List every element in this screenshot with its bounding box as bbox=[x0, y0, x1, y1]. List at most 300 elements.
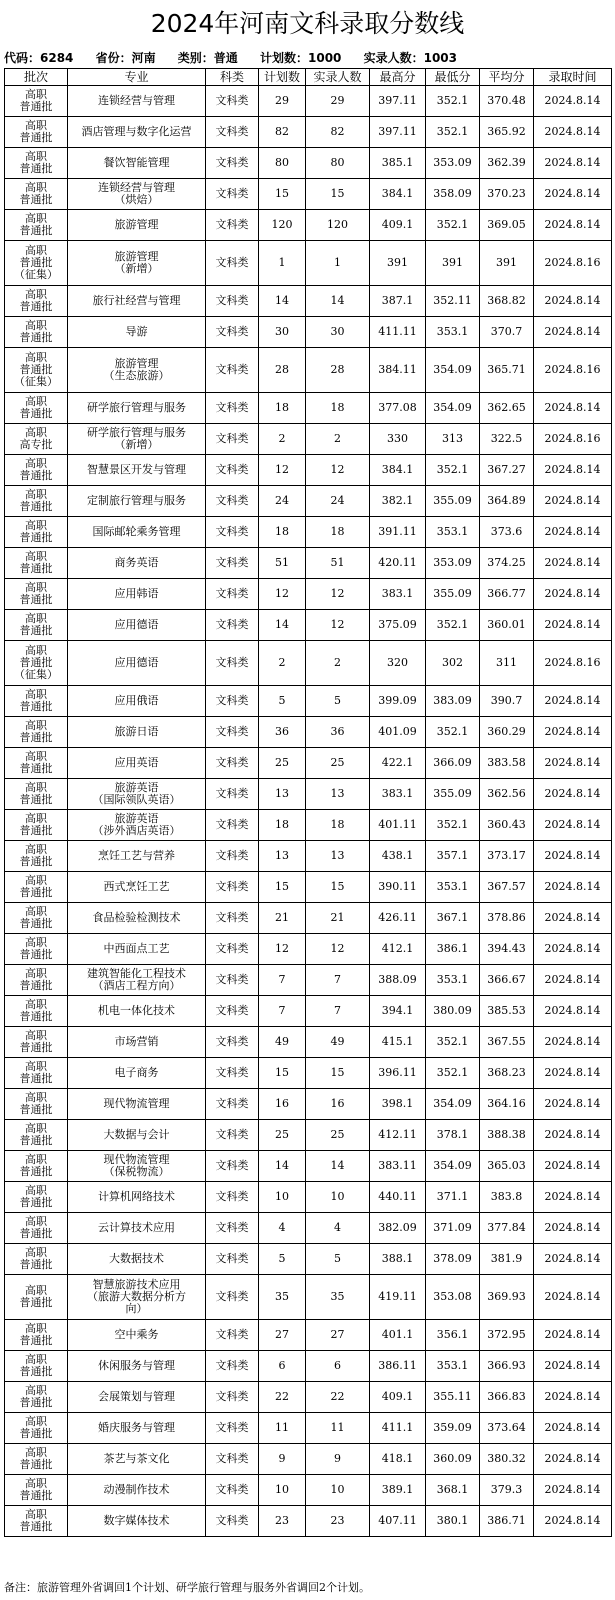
cell-min: 352.1 bbox=[426, 717, 480, 748]
cell-batch: 高职 普通批 bbox=[5, 996, 68, 1027]
cell-actual: 12 bbox=[306, 455, 370, 486]
cell-min: 352.1 bbox=[426, 455, 480, 486]
cell-actual: 24 bbox=[306, 486, 370, 517]
cell-plan: 36 bbox=[259, 717, 306, 748]
cell-min: 352.1 bbox=[426, 86, 480, 117]
table-row bbox=[5, 317, 612, 348]
cell-avg: 388.38 bbox=[480, 1120, 534, 1151]
cell-min: 353.09 bbox=[426, 548, 480, 579]
cell-plan: 12 bbox=[259, 934, 306, 965]
cell-max: 418.1 bbox=[370, 1444, 426, 1475]
cell-major: 旅游日语 bbox=[68, 717, 206, 748]
cell-min: 352.11 bbox=[426, 286, 480, 317]
cell-type: 文科类 bbox=[206, 841, 259, 872]
cell-min: 371.09 bbox=[426, 1213, 480, 1244]
cell-plan: 80 bbox=[259, 148, 306, 179]
cell-major: 旅游管理 （生态旅游） bbox=[68, 348, 206, 393]
cell-date: 2024.8.14 bbox=[534, 1275, 612, 1320]
cell-avg: 366.77 bbox=[480, 579, 534, 610]
cell-type: 文科类 bbox=[206, 996, 259, 1027]
cell-date: 2024.8.14 bbox=[534, 86, 612, 117]
table-row bbox=[5, 86, 612, 117]
cell-actual: 23 bbox=[306, 1506, 370, 1537]
cell-avg: 366.83 bbox=[480, 1382, 534, 1413]
cell-avg: 373.64 bbox=[480, 1413, 534, 1444]
cell-date: 2024.8.14 bbox=[534, 1320, 612, 1351]
cell-date: 2024.8.14 bbox=[534, 1182, 612, 1213]
cell-type: 文科类 bbox=[206, 748, 259, 779]
cell-type: 文科类 bbox=[206, 286, 259, 317]
cell-max: 419.11 bbox=[370, 1275, 426, 1320]
cell-actual: 21 bbox=[306, 903, 370, 934]
cell-type: 文科类 bbox=[206, 1320, 259, 1351]
cell-type: 文科类 bbox=[206, 148, 259, 179]
cell-max: 398.1 bbox=[370, 1089, 426, 1120]
cell-actual: 10 bbox=[306, 1182, 370, 1213]
header-plan: 计划数 bbox=[259, 69, 306, 86]
cell-max: 438.1 bbox=[370, 841, 426, 872]
cell-date: 2024.8.14 bbox=[534, 779, 612, 810]
cell-avg: 367.57 bbox=[480, 872, 534, 903]
cell-avg: 394.43 bbox=[480, 934, 534, 965]
cell-major: 国际邮轮乘务管理 bbox=[68, 517, 206, 548]
cell-actual: 9 bbox=[306, 1444, 370, 1475]
cell-actual: 120 bbox=[306, 210, 370, 241]
cell-avg: 360.29 bbox=[480, 717, 534, 748]
cell-avg: 367.55 bbox=[480, 1027, 534, 1058]
cell-actual: 13 bbox=[306, 841, 370, 872]
table-row bbox=[5, 1351, 612, 1382]
table-row bbox=[5, 210, 612, 241]
cell-actual: 13 bbox=[306, 779, 370, 810]
cell-batch: 高职 普通批 bbox=[5, 1027, 68, 1058]
cell-major: 旅行社经营与管理 bbox=[68, 286, 206, 317]
cell-actual: 27 bbox=[306, 1320, 370, 1351]
cell-max: 426.11 bbox=[370, 903, 426, 934]
table-row bbox=[5, 517, 612, 548]
cell-max: 330 bbox=[370, 424, 426, 455]
cell-actual: 36 bbox=[306, 717, 370, 748]
cell-date: 2024.8.14 bbox=[534, 1413, 612, 1444]
table-row bbox=[5, 117, 612, 148]
cell-date: 2024.8.14 bbox=[534, 1027, 612, 1058]
cell-major: 云计算技术应用 bbox=[68, 1213, 206, 1244]
cell-date: 2024.8.14 bbox=[534, 148, 612, 179]
cell-actual: 28 bbox=[306, 348, 370, 393]
cell-avg: 374.25 bbox=[480, 548, 534, 579]
cell-min: 359.09 bbox=[426, 1413, 480, 1444]
cell-date: 2024.8.14 bbox=[534, 934, 612, 965]
cell-major: 会展策划与管理 bbox=[68, 1382, 206, 1413]
cell-actual: 14 bbox=[306, 286, 370, 317]
cell-plan: 30 bbox=[259, 317, 306, 348]
cell-date: 2024.8.14 bbox=[534, 965, 612, 996]
cell-type: 文科类 bbox=[206, 872, 259, 903]
cell-avg: 372.95 bbox=[480, 1320, 534, 1351]
cell-type: 文科类 bbox=[206, 455, 259, 486]
cell-type: 文科类 bbox=[206, 1475, 259, 1506]
cell-min: 354.09 bbox=[426, 393, 480, 424]
cell-plan: 16 bbox=[259, 1089, 306, 1120]
cell-max: 388.1 bbox=[370, 1244, 426, 1275]
table-row bbox=[5, 1244, 612, 1275]
cell-type: 文科类 bbox=[206, 1213, 259, 1244]
cell-date: 2024.8.14 bbox=[534, 610, 612, 641]
table-row bbox=[5, 965, 612, 996]
cell-major: 数字媒体技术 bbox=[68, 1506, 206, 1537]
cell-batch: 高职 普通批 bbox=[5, 1213, 68, 1244]
cell-min: 358.09 bbox=[426, 179, 480, 210]
cell-major: 研学旅行管理与服务 bbox=[68, 393, 206, 424]
cell-type: 文科类 bbox=[206, 548, 259, 579]
cell-date: 2024.8.14 bbox=[534, 1351, 612, 1382]
cell-batch: 高职 普通批 bbox=[5, 841, 68, 872]
cell-actual: 82 bbox=[306, 117, 370, 148]
cell-date: 2024.8.14 bbox=[534, 579, 612, 610]
cell-major: 连锁经营与管理 bbox=[68, 86, 206, 117]
cell-major: 智慧旅游技术应用 （旅游大数据分析方 向） bbox=[68, 1275, 206, 1320]
cell-date: 2024.8.14 bbox=[534, 1382, 612, 1413]
cell-avg: 370.7 bbox=[480, 317, 534, 348]
cell-major: 大数据与会计 bbox=[68, 1120, 206, 1151]
cell-batch: 高职 普通批 bbox=[5, 179, 68, 210]
table-row bbox=[5, 348, 612, 393]
cell-plan: 14 bbox=[259, 286, 306, 317]
cell-avg: 373.17 bbox=[480, 841, 534, 872]
cell-avg: 362.56 bbox=[480, 779, 534, 810]
cell-batch: 高职 普通批 （征集） bbox=[5, 348, 68, 393]
cell-batch: 高职 普通批 bbox=[5, 810, 68, 841]
cell-avg: 383.58 bbox=[480, 748, 534, 779]
cell-batch: 高职 普通批 bbox=[5, 686, 68, 717]
cell-batch: 高职 普通批 bbox=[5, 872, 68, 903]
cell-plan: 7 bbox=[259, 965, 306, 996]
cell-plan: 9 bbox=[259, 1444, 306, 1475]
table-row bbox=[5, 779, 612, 810]
table-row bbox=[5, 903, 612, 934]
cell-plan: 18 bbox=[259, 393, 306, 424]
header-avg: 平均分 bbox=[480, 69, 534, 86]
cell-type: 文科类 bbox=[206, 179, 259, 210]
cell-actual: 18 bbox=[306, 393, 370, 424]
cell-batch: 高职 高专批 bbox=[5, 424, 68, 455]
cell-date: 2024.8.14 bbox=[534, 717, 612, 748]
cell-max: 389.1 bbox=[370, 1475, 426, 1506]
cell-major: 酒店管理与数字化运营 bbox=[68, 117, 206, 148]
cell-actual: 12 bbox=[306, 610, 370, 641]
cell-min: 368.1 bbox=[426, 1475, 480, 1506]
cell-batch: 高职 普通批 bbox=[5, 1320, 68, 1351]
cell-plan: 12 bbox=[259, 455, 306, 486]
cell-batch: 高职 普通批 bbox=[5, 934, 68, 965]
cell-date: 2024.8.14 bbox=[534, 517, 612, 548]
table-row bbox=[5, 486, 612, 517]
cell-avg: 368.82 bbox=[480, 286, 534, 317]
cell-batch: 高职 普通批 bbox=[5, 486, 68, 517]
cell-actual: 4 bbox=[306, 1213, 370, 1244]
cell-date: 2024.8.16 bbox=[534, 241, 612, 286]
table-row bbox=[5, 241, 612, 286]
cell-plan: 49 bbox=[259, 1027, 306, 1058]
cell-batch: 高职 普通批 bbox=[5, 717, 68, 748]
cell-plan: 5 bbox=[259, 686, 306, 717]
table-row bbox=[5, 641, 612, 686]
cell-actual: 25 bbox=[306, 748, 370, 779]
info-bar bbox=[4, 50, 611, 67]
cell-batch: 高职 普通批 bbox=[5, 86, 68, 117]
cell-avg: 369.93 bbox=[480, 1275, 534, 1320]
cell-actual: 6 bbox=[306, 1351, 370, 1382]
table-row bbox=[5, 455, 612, 486]
cell-avg: 385.53 bbox=[480, 996, 534, 1027]
cell-type: 文科类 bbox=[206, 1058, 259, 1089]
cell-max: 382.1 bbox=[370, 486, 426, 517]
cell-major: 空中乘务 bbox=[68, 1320, 206, 1351]
cell-major: 应用德语 bbox=[68, 610, 206, 641]
cell-min: 378.09 bbox=[426, 1244, 480, 1275]
cell-min: 354.09 bbox=[426, 348, 480, 393]
cell-avg: 373.6 bbox=[480, 517, 534, 548]
cell-major: 婚庆服务与管理 bbox=[68, 1413, 206, 1444]
cell-date: 2024.8.14 bbox=[534, 996, 612, 1027]
cell-date: 2024.8.14 bbox=[534, 1058, 612, 1089]
cell-plan: 82 bbox=[259, 117, 306, 148]
cell-batch: 高职 普通批 bbox=[5, 1244, 68, 1275]
cell-plan: 25 bbox=[259, 1120, 306, 1151]
cell-actual: 15 bbox=[306, 1058, 370, 1089]
cell-date: 2024.8.14 bbox=[534, 179, 612, 210]
cell-major: 现代物流管理 （保税物流） bbox=[68, 1151, 206, 1182]
cell-major: 旅游管理 （新增） bbox=[68, 241, 206, 286]
cell-actual: 5 bbox=[306, 686, 370, 717]
cell-actual: 22 bbox=[306, 1382, 370, 1413]
cell-plan: 27 bbox=[259, 1320, 306, 1351]
cell-major: 食品检验检测技术 bbox=[68, 903, 206, 934]
info-province: 省份：河南 bbox=[95, 51, 156, 65]
cell-major: 动漫制作技术 bbox=[68, 1475, 206, 1506]
cell-date: 2024.8.14 bbox=[534, 486, 612, 517]
cell-max: 320 bbox=[370, 641, 426, 686]
cell-actual: 5 bbox=[306, 1244, 370, 1275]
cell-actual: 11 bbox=[306, 1413, 370, 1444]
cell-max: 397.11 bbox=[370, 117, 426, 148]
cell-max: 396.11 bbox=[370, 1058, 426, 1089]
cell-date: 2024.8.14 bbox=[534, 1089, 612, 1120]
cell-plan: 6 bbox=[259, 1351, 306, 1382]
cell-max: 407.11 bbox=[370, 1506, 426, 1537]
cell-batch: 高职 普通批 bbox=[5, 317, 68, 348]
cell-type: 文科类 bbox=[206, 1444, 259, 1475]
cell-major: 茶艺与茶文化 bbox=[68, 1444, 206, 1475]
cell-max: 388.09 bbox=[370, 965, 426, 996]
cell-plan: 15 bbox=[259, 872, 306, 903]
cell-actual: 7 bbox=[306, 965, 370, 996]
cell-max: 391 bbox=[370, 241, 426, 286]
table-row bbox=[5, 1413, 612, 1444]
cell-min: 352.1 bbox=[426, 1027, 480, 1058]
cell-max: 409.1 bbox=[370, 1382, 426, 1413]
cell-max: 422.1 bbox=[370, 748, 426, 779]
cell-plan: 24 bbox=[259, 486, 306, 517]
cell-max: 384.1 bbox=[370, 179, 426, 210]
table-row bbox=[5, 810, 612, 841]
cell-major: 连锁经营与管理 （烘焙） bbox=[68, 179, 206, 210]
header-batch: 批次 bbox=[5, 69, 68, 86]
table-row bbox=[5, 610, 612, 641]
table-row bbox=[5, 1506, 612, 1537]
cell-plan: 15 bbox=[259, 179, 306, 210]
cell-min: 352.1 bbox=[426, 210, 480, 241]
cell-batch: 高职 普通批 bbox=[5, 517, 68, 548]
cell-avg: 365.71 bbox=[480, 348, 534, 393]
cell-max: 440.11 bbox=[370, 1182, 426, 1213]
cell-max: 420.11 bbox=[370, 548, 426, 579]
cell-min: 355.09 bbox=[426, 579, 480, 610]
cell-date: 2024.8.14 bbox=[534, 1213, 612, 1244]
cell-avg: 370.48 bbox=[480, 86, 534, 117]
cell-avg: 367.27 bbox=[480, 455, 534, 486]
cell-batch: 高职 普通批 bbox=[5, 1089, 68, 1120]
cell-batch: 高职 普通批 bbox=[5, 1382, 68, 1413]
table-row bbox=[5, 1275, 612, 1320]
cell-major: 大数据技术 bbox=[68, 1244, 206, 1275]
cell-max: 391.11 bbox=[370, 517, 426, 548]
cell-plan: 21 bbox=[259, 903, 306, 934]
cell-type: 文科类 bbox=[206, 486, 259, 517]
page-title: 2024年河南文科录取分数线 bbox=[150, 9, 465, 38]
cell-date: 2024.8.14 bbox=[534, 1120, 612, 1151]
cell-batch: 高职 普通批 bbox=[5, 117, 68, 148]
table-row bbox=[5, 1058, 612, 1089]
cell-plan: 13 bbox=[259, 779, 306, 810]
cell-plan: 18 bbox=[259, 810, 306, 841]
cell-plan: 15 bbox=[259, 1058, 306, 1089]
cell-batch: 高职 普通批 bbox=[5, 579, 68, 610]
cell-max: 411.1 bbox=[370, 1413, 426, 1444]
cell-date: 2024.8.14 bbox=[534, 393, 612, 424]
cell-plan: 28 bbox=[259, 348, 306, 393]
cell-max: 383.1 bbox=[370, 579, 426, 610]
cell-min: 380.09 bbox=[426, 996, 480, 1027]
cell-avg: 378.86 bbox=[480, 903, 534, 934]
cell-avg: 365.03 bbox=[480, 1151, 534, 1182]
cell-min: 313 bbox=[426, 424, 480, 455]
cell-major: 定制旅行管理与服务 bbox=[68, 486, 206, 517]
cell-type: 文科类 bbox=[206, 1351, 259, 1382]
table-row bbox=[5, 1182, 612, 1213]
cell-date: 2024.8.14 bbox=[534, 1506, 612, 1537]
table-row bbox=[5, 393, 612, 424]
cell-actual: 10 bbox=[306, 1475, 370, 1506]
cell-major: 旅游管理 bbox=[68, 210, 206, 241]
table-row bbox=[5, 686, 612, 717]
cell-plan: 120 bbox=[259, 210, 306, 241]
cell-avg: 360.01 bbox=[480, 610, 534, 641]
cell-type: 文科类 bbox=[206, 393, 259, 424]
cell-major: 智慧景区开发与管理 bbox=[68, 455, 206, 486]
cell-type: 文科类 bbox=[206, 1244, 259, 1275]
cell-actual: 30 bbox=[306, 317, 370, 348]
cell-avg: 370.23 bbox=[480, 179, 534, 210]
info-category: 类别：普通 bbox=[177, 51, 238, 65]
cell-major: 休闲服务与管理 bbox=[68, 1351, 206, 1382]
cell-max: 401.11 bbox=[370, 810, 426, 841]
info-plan: 计划数：1000 bbox=[260, 51, 342, 65]
cell-min: 386.1 bbox=[426, 934, 480, 965]
cell-batch: 高职 普通批 bbox=[5, 903, 68, 934]
cell-plan: 14 bbox=[259, 610, 306, 641]
table-row bbox=[5, 1382, 612, 1413]
cell-major: 应用韩语 bbox=[68, 579, 206, 610]
cell-plan: 2 bbox=[259, 424, 306, 455]
cell-min: 380.1 bbox=[426, 1506, 480, 1537]
cell-max: 385.1 bbox=[370, 148, 426, 179]
cell-avg: 360.43 bbox=[480, 810, 534, 841]
cell-major: 旅游英语 （涉外酒店英语） bbox=[68, 810, 206, 841]
cell-batch: 高职 普通批 bbox=[5, 1444, 68, 1475]
cell-date: 2024.8.14 bbox=[534, 1475, 612, 1506]
cell-actual: 12 bbox=[306, 579, 370, 610]
cell-batch: 高职 普通批 bbox=[5, 455, 68, 486]
cell-major: 导游 bbox=[68, 317, 206, 348]
cell-avg: 390.7 bbox=[480, 686, 534, 717]
cell-avg: 366.67 bbox=[480, 965, 534, 996]
cell-batch: 高职 普通批 bbox=[5, 210, 68, 241]
cell-major: 商务英语 bbox=[68, 548, 206, 579]
cell-min: 353.1 bbox=[426, 872, 480, 903]
table-row bbox=[5, 872, 612, 903]
cell-plan: 10 bbox=[259, 1475, 306, 1506]
cell-type: 文科类 bbox=[206, 1120, 259, 1151]
score-table bbox=[4, 68, 612, 1537]
cell-date: 2024.8.16 bbox=[534, 641, 612, 686]
cell-actual: 12 bbox=[306, 934, 370, 965]
cell-min: 352.1 bbox=[426, 1058, 480, 1089]
cell-type: 文科类 bbox=[206, 1151, 259, 1182]
cell-type: 文科类 bbox=[206, 424, 259, 455]
cell-max: 384.1 bbox=[370, 455, 426, 486]
cell-major: 电子商务 bbox=[68, 1058, 206, 1089]
table-row bbox=[5, 1213, 612, 1244]
cell-type: 文科类 bbox=[206, 934, 259, 965]
cell-plan: 7 bbox=[259, 996, 306, 1027]
header-max: 最高分 bbox=[370, 69, 426, 86]
table-row bbox=[5, 996, 612, 1027]
cell-min: 302 bbox=[426, 641, 480, 686]
cell-date: 2024.8.14 bbox=[534, 841, 612, 872]
cell-batch: 高职 普通批 bbox=[5, 1413, 68, 1444]
cell-type: 文科类 bbox=[206, 641, 259, 686]
table-header-row bbox=[5, 69, 612, 86]
cell-max: 412.11 bbox=[370, 1120, 426, 1151]
table-row bbox=[5, 1444, 612, 1475]
cell-date: 2024.8.14 bbox=[534, 117, 612, 148]
table-row bbox=[5, 1089, 612, 1120]
header-actual: 实录人数 bbox=[306, 69, 370, 86]
cell-max: 375.09 bbox=[370, 610, 426, 641]
header-type: 科类 bbox=[206, 69, 259, 86]
cell-plan: 12 bbox=[259, 579, 306, 610]
cell-batch: 高职 普通批 bbox=[5, 610, 68, 641]
header-date: 录取时间 bbox=[534, 69, 612, 86]
cell-date: 2024.8.14 bbox=[534, 903, 612, 934]
cell-plan: 13 bbox=[259, 841, 306, 872]
cell-actual: 49 bbox=[306, 1027, 370, 1058]
cell-min: 352.1 bbox=[426, 610, 480, 641]
cell-type: 文科类 bbox=[206, 86, 259, 117]
cell-plan: 2 bbox=[259, 641, 306, 686]
cell-batch: 高职 普通批 bbox=[5, 1120, 68, 1151]
